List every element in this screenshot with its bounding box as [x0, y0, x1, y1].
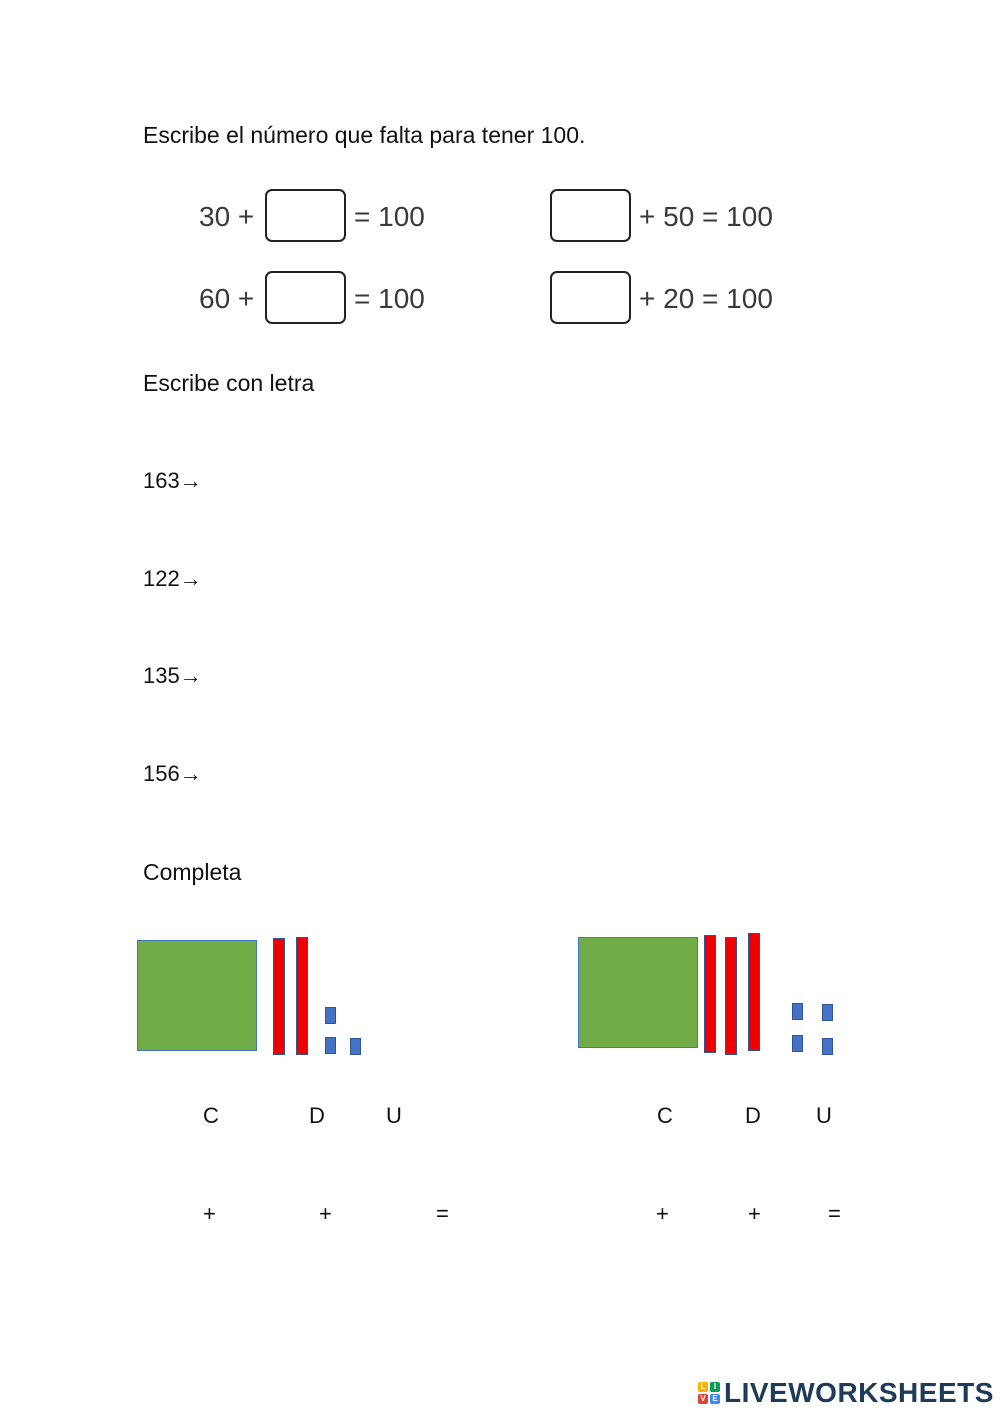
plus-sign: +	[748, 1201, 761, 1226]
tens-rod	[296, 937, 308, 1055]
label-centenas: C	[203, 1103, 219, 1128]
plus-sign: +	[656, 1201, 669, 1226]
equation-1-left: 30 +	[199, 201, 255, 232]
equation-3-left: 60 +	[199, 283, 255, 314]
tens-rod	[273, 938, 285, 1055]
number-item-156	[143, 763, 202, 785]
label-centenas: C	[657, 1103, 673, 1128]
unit-cube	[325, 1037, 336, 1054]
instruction-missing-number: Escribe el número que falta para tener 100.	[143, 122, 586, 148]
plus-sign: +	[319, 1201, 332, 1226]
number-item-163	[143, 470, 202, 492]
label-decenas: D	[745, 1103, 761, 1128]
tens-rod	[704, 935, 716, 1053]
label-unidades: U	[386, 1103, 402, 1128]
instruction-write-in-words: Escribe con letra	[143, 370, 315, 396]
logo-text: LIVEWORKSHEETS	[724, 1377, 994, 1408]
number-item-122	[143, 568, 202, 590]
arrow-right-icon: →	[179, 663, 202, 688]
answer-box-1[interactable]	[265, 189, 346, 242]
arrow-right-icon: →	[179, 761, 202, 786]
unit-cube	[350, 1038, 361, 1055]
answer-box-2[interactable]	[550, 189, 631, 242]
equals-sign: =	[436, 1201, 449, 1226]
unit-cube	[792, 1003, 803, 1020]
answer-field-156[interactable]	[215, 755, 915, 789]
hundreds-block	[137, 940, 257, 1051]
instruction-complete: Completa	[143, 859, 242, 885]
unit-cube	[822, 1038, 833, 1055]
liveworksheets-logo-icon: L I V E	[698, 1382, 720, 1404]
number-value: 135	[143, 663, 180, 688]
equation-3-right: = 100	[354, 283, 425, 314]
equals-sign: =	[828, 1201, 841, 1226]
unit-cube	[822, 1004, 833, 1021]
arrow-right-icon: →	[179, 566, 202, 591]
unit-cube	[792, 1035, 803, 1052]
label-decenas: D	[309, 1103, 325, 1128]
number-item-135	[143, 665, 202, 687]
answer-field-163[interactable]	[215, 462, 915, 496]
unit-cube	[325, 1007, 336, 1024]
number-value: 122	[143, 566, 180, 591]
answer-box-3[interactable]	[265, 271, 346, 324]
tens-rod	[748, 933, 760, 1051]
arrow-right-icon: →	[179, 468, 202, 493]
equation-2-right: + 50 = 100	[639, 201, 773, 232]
answer-field-135[interactable]	[215, 657, 915, 691]
equation-1-right: = 100	[354, 201, 425, 232]
hundreds-block	[578, 937, 698, 1048]
liveworksheets-logo	[698, 1377, 994, 1409]
tens-rod	[725, 937, 737, 1055]
label-unidades: U	[816, 1103, 832, 1128]
number-value: 163	[143, 468, 180, 493]
plus-sign: +	[203, 1201, 216, 1226]
equation-4-right: + 20 = 100	[639, 283, 773, 314]
number-value: 156	[143, 761, 180, 786]
answer-field-122[interactable]	[215, 560, 915, 594]
answer-box-4[interactable]	[550, 271, 631, 324]
